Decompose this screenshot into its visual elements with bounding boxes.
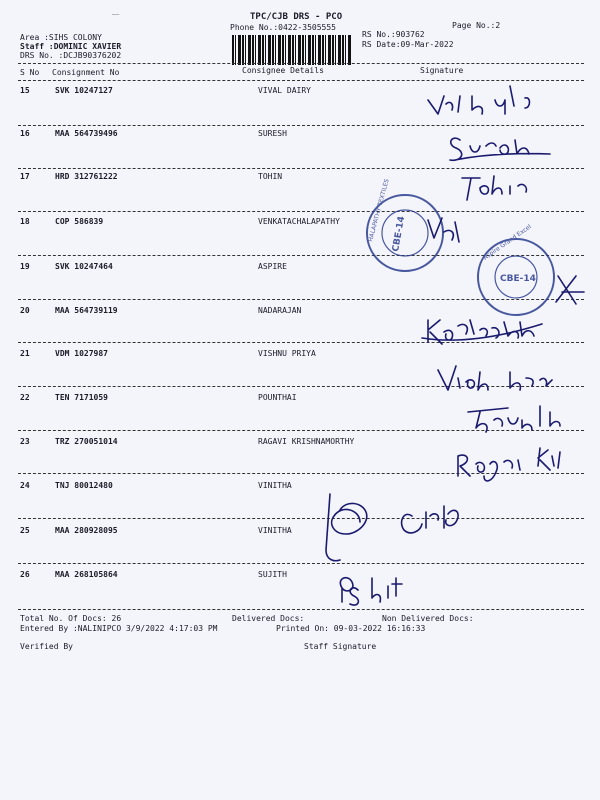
signature-vishnu — [438, 366, 552, 390]
row-consignment: COP 586839 — [55, 217, 104, 226]
staff-label: Staff :DOMINIC XAVIER — [20, 42, 122, 51]
row-consignment: MAA 564739496 — [55, 129, 118, 138]
row-consignee: VINITHA — [258, 526, 292, 535]
drs-number: DRS No. :DCJB90376202 — [20, 51, 122, 60]
row-consignee: VISHNU PRIYA — [258, 349, 316, 358]
row-sno: 22 — [20, 393, 30, 402]
printed-on: Printed On: 09-03-2022 16:16:33 — [276, 624, 426, 633]
row-consignment: TRZ 270051014 — [55, 437, 118, 446]
row-consignment: MAA 280928095 — [55, 526, 118, 535]
signature-suresh — [450, 138, 550, 160]
row-sno: 24 — [20, 481, 30, 490]
row-consignee: ASPIRE — [258, 262, 287, 271]
row-sno: 18 — [20, 217, 30, 226]
row-consignment: TNJ 80012480 — [55, 481, 113, 490]
signature-vival — [428, 86, 530, 114]
row-sno: 21 — [20, 349, 30, 358]
row-sno: 19 — [20, 262, 30, 271]
row-sno: 20 — [20, 306, 30, 315]
row-sno: 25 — [20, 526, 30, 535]
row-sno: 23 — [20, 437, 30, 446]
row-consignee: TOHIN — [258, 172, 283, 181]
row-consignee: VENKATACHALAPATHY — [258, 217, 340, 226]
signature-tohina — [462, 176, 526, 200]
row-sno: 26 — [20, 570, 30, 579]
non-delivered-docs: Non Delivered Docs: — [382, 614, 474, 623]
verified-by: Verified By — [20, 642, 73, 651]
row-consignee: SUJITH — [258, 570, 287, 579]
row-consignee: RAGAVI KRISHNAMORTHY — [258, 437, 355, 446]
row-consignee: VIVAL DAIRY — [258, 86, 311, 95]
row-consignment: SVK 10247464 — [55, 262, 113, 271]
row-consignee: POUNTHAI — [258, 393, 297, 402]
rs-number: RS No.:903762 — [362, 30, 425, 39]
row-consignment: SVK 10247127 — [55, 86, 113, 95]
signature-sujith — [340, 578, 402, 605]
signature-vinitha-2 — [402, 506, 459, 533]
row-sno: 15 — [20, 86, 30, 95]
col-consignment: Consignment No — [52, 68, 120, 77]
svg-text:CBE-14: CBE-14 — [391, 215, 408, 253]
row-consignment: MAA 268105864 — [55, 570, 118, 579]
company-stamp — [478, 223, 554, 315]
row-consignment: MAA 564739119 — [55, 306, 118, 315]
signature-aspire — [556, 276, 584, 304]
svg-text:HALAPATHY TEXTILES: HALAPATHY TEXTILES — [367, 178, 391, 243]
header-mark: —— — [112, 11, 120, 18]
total-docs: Total No. Of Docs: 26 — [20, 614, 122, 623]
svg-text:Aspire Grand Excel: Aspire Grand Excel — [482, 223, 533, 262]
entered-by: Entered By :NALINIPCO 3/9/2022 4:17:03 PM — [20, 624, 218, 633]
company-stamp — [367, 178, 443, 271]
row-consignee: VINITHA — [258, 481, 292, 490]
col-signature: Signature — [420, 66, 464, 75]
row-consignee: SURESH — [258, 129, 287, 138]
row-consignee: NADARAJAN — [258, 306, 302, 315]
row-sno: 17 — [20, 172, 30, 181]
area-label: Area :SIHS COLONY — [20, 33, 102, 42]
row-sno: 16 — [20, 129, 30, 138]
col-sno: S No — [20, 68, 40, 77]
rs-date: RS Date:09-Mar-2022 — [362, 40, 454, 49]
staff-signature: Staff Signature — [304, 642, 377, 651]
col-consignee: Consignee Details — [242, 66, 324, 75]
svg-text:CBE-14: CBE-14 — [500, 274, 536, 284]
signature-pounthai — [468, 406, 560, 432]
row-consignment: HRD 312761222 — [55, 172, 118, 181]
delivered-docs: Delivered Docs: — [232, 614, 305, 623]
row-consignment: TEN 7171059 — [55, 393, 108, 402]
row-consignment: VDM 1027987 — [55, 349, 108, 358]
phone-number: Phone No.:0422-3505555 — [230, 23, 336, 32]
page-number: Page No.:2 — [452, 21, 501, 30]
signature-kaalasy — [422, 320, 542, 344]
signature-vinitha-1 — [326, 494, 367, 561]
signature-ragavi — [458, 448, 560, 481]
drs-title: TPC/CJB DRS - PCO — [250, 12, 343, 22]
